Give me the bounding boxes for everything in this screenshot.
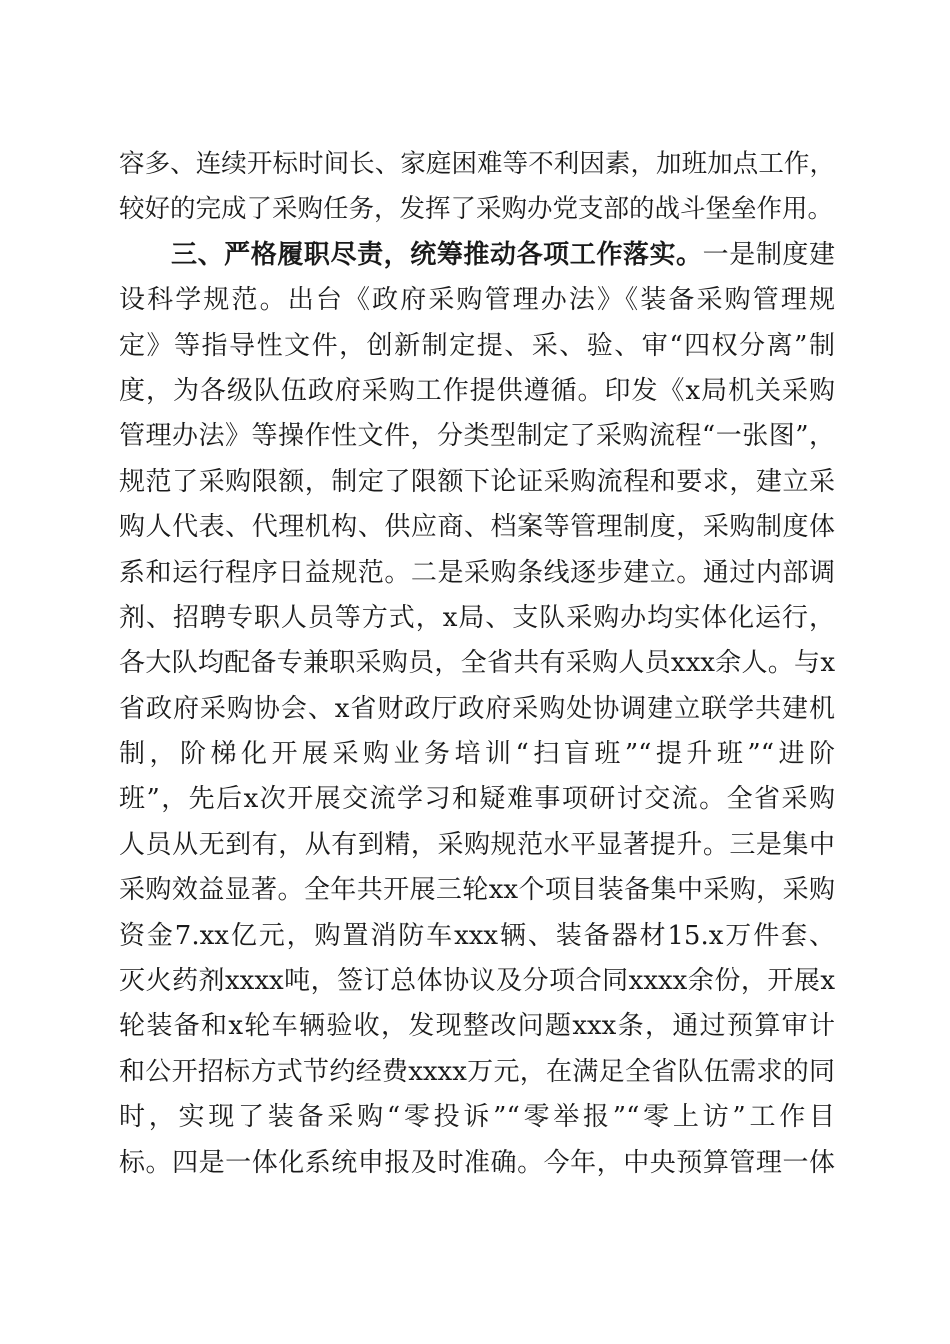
text-line: 系和运行程序日益规范。二是采购条线逐步建立。通过内部调 bbox=[119, 557, 835, 588]
text-line: 标。四是一体化系统申报及时准确。今年，中央预算管理一体 bbox=[119, 1147, 835, 1178]
text-line: 容多、连续开标时间长、家庭困难等不利因素，加班加点工作， bbox=[119, 149, 835, 179]
text-line: 采购效益显著。全年共开展三轮xx个项目装备集中采购，采购 bbox=[119, 875, 835, 906]
text-line bbox=[119, 233, 835, 278]
text-line: 管理办法》等操作性文件，分类型制定了采购流程“一张图”， bbox=[119, 421, 835, 452]
section-heading: 三、严格履职尽责，统筹推动各项工作落实。 bbox=[171, 239, 703, 270]
text-line: 人员从无到有，从有到精，采购规范水平显著提升。三是集中 bbox=[119, 829, 835, 860]
text-line: 各大队均配备专兼职采购员，全省共有采购人员xxx余人。与x bbox=[119, 648, 835, 679]
text-line: 制，阶梯化开展采购业务培训“扫盲班”“提升班”“进阶 bbox=[119, 739, 835, 770]
text-line: 时，实现了装备采购“零投诉”“零举报”“零上访”工作目 bbox=[119, 1102, 835, 1133]
text-line: 规范了采购限额，制定了限额下论证采购流程和要求，建立采 bbox=[119, 466, 835, 497]
text-line: 轮装备和x轮车辆验收，发现整改问题xxx条，通过预算审计 bbox=[119, 1011, 835, 1042]
text-line: 度，为各级队伍政府采购工作提供遵循。印发《x局机关采购 bbox=[119, 375, 835, 406]
text-line: 资金7.xx亿元，购置消防车xxx辆、装备器材15.x万件套、 bbox=[119, 920, 835, 951]
text-line: 定》等指导性文件，创新制定提、采、验、审“四权分离”制 bbox=[119, 330, 835, 361]
text-line: 班”，先后x次开展交流学习和疑难事项研讨交流。全省采购 bbox=[119, 784, 835, 815]
text-line: 省政府采购协会、x省财政厅政府采购处协调建立联学共建机 bbox=[119, 693, 835, 724]
body-text bbox=[119, 142, 835, 1186]
text-line: 购人代表、代理机构、供应商、档案等管理制度，采购制度体 bbox=[119, 512, 835, 543]
text-line: 较好的完成了采购任务，发挥了采购办党支部的战斗堡垒作用。 bbox=[119, 194, 834, 225]
text-line: 和公开招标方式节约经费xxxx万元，在满足全省队伍需求的同 bbox=[119, 1056, 835, 1087]
text-run: 一是制度建 bbox=[702, 239, 835, 270]
text-line: 灭火药剂xxxx吨，签订总体协议及分项合同xxxx余份，开展x bbox=[119, 966, 835, 997]
text-line: 设科学规范。出台《政府采购管理办法》《装备采购管理规 bbox=[119, 285, 835, 316]
text-line: 剂、招聘专职人员等方式，x局、支队采购办均实体化运行， bbox=[119, 602, 835, 633]
